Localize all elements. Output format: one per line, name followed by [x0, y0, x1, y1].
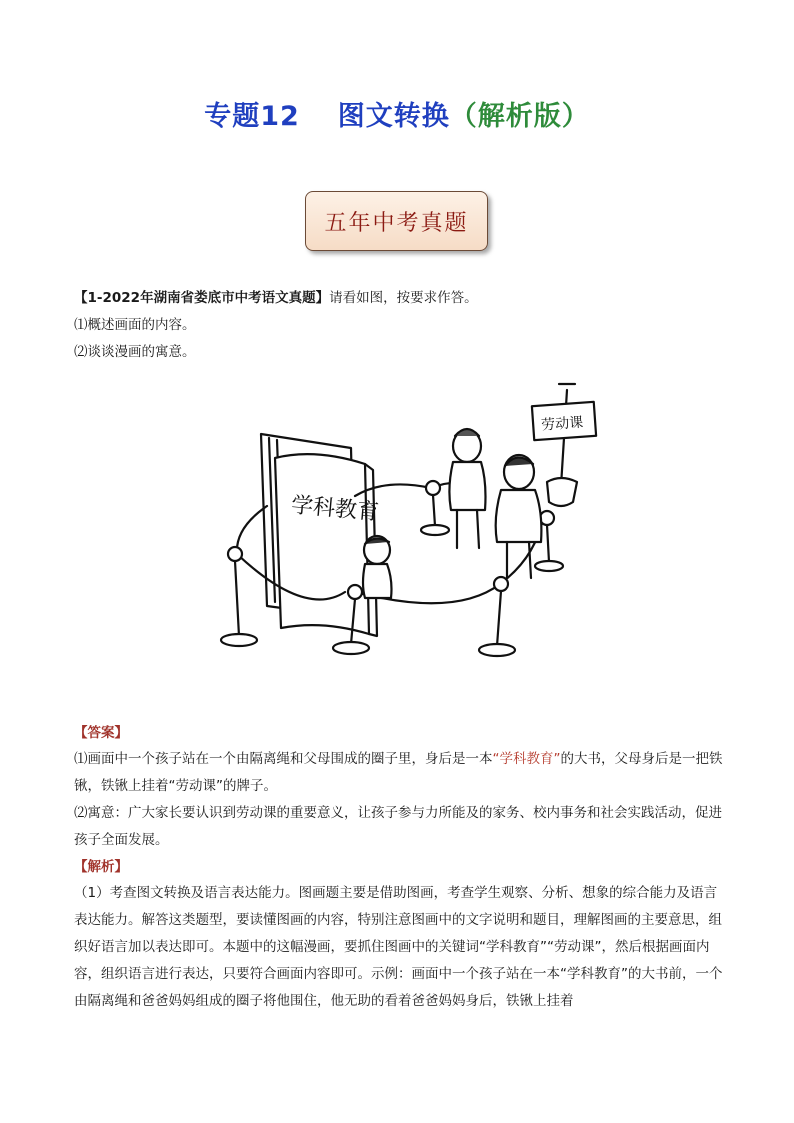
- answer-label: 【答案】: [74, 725, 128, 741]
- question-prompt: 请看如图，按要求作答。: [329, 290, 478, 306]
- answer-1-post: 的大书，父母身后是一把铁锹，铁锹上挂着“劳动课”的牌子。: [74, 751, 723, 794]
- edition-label: （解析版）: [449, 101, 590, 132]
- cartoon-book-text: 学科教育: [290, 492, 380, 526]
- question-item-1: ⑴概述画面的内容。: [74, 317, 196, 333]
- cartoon-sign-text: 劳动课: [540, 414, 584, 434]
- question-item-2: ⑵谈谈漫画的寓意。: [74, 344, 196, 360]
- answer-1-pre: ⑴画面中一个孩子站在一个由隔离绳和父母围成的圈子里，身后是一本: [74, 751, 493, 767]
- answer-2: ⑵寓意：广大家长要认识到劳动课的重要意义，让孩子参与力所能及的家务、校内事务和社会实践活动，促进孩子全面发展。: [74, 805, 722, 848]
- question-source: 【1-2022年湖南省娄底市中考语文真题】: [74, 290, 330, 306]
- analysis-paragraph-1: （1）考查图文转换及语言表达能力。图画题主要是借助图画，考查学生观察、分析、想象的综合能力及语言表达能力。解答这类题型，要读懂图画的内容，特别注意图画中的文字说明和题目，理解图画的主要意思，组织好语言加以表达即可。本题中的这幅漫画，要抓住图画中的关键词“学科教育”“劳动课”，然后根据画面内容，组织语言进行表达，只要符合画面内容即可。示例：画面中一个孩子站在一本“学科教育”的大书前，一个由隔离绳和爸爸妈妈组成的圈子将他围住，他无助的看着爸爸妈妈身后，铁锹上挂着: [74, 885, 723, 1009]
- answer-1-quote: “学科教育”: [492, 751, 561, 767]
- analysis-label: 【解析】: [74, 859, 128, 875]
- answer-1: [74, 746, 724, 800]
- topic-number: 专题12: [204, 101, 300, 132]
- page-title: [0, 94, 794, 133]
- topic-name: 图文转换: [337, 101, 450, 132]
- section-badge: [305, 191, 488, 251]
- cartoon-illustration: [195, 378, 605, 678]
- question-intro: [74, 285, 724, 312]
- section-badge-text: 五年中考真题: [324, 210, 469, 236]
